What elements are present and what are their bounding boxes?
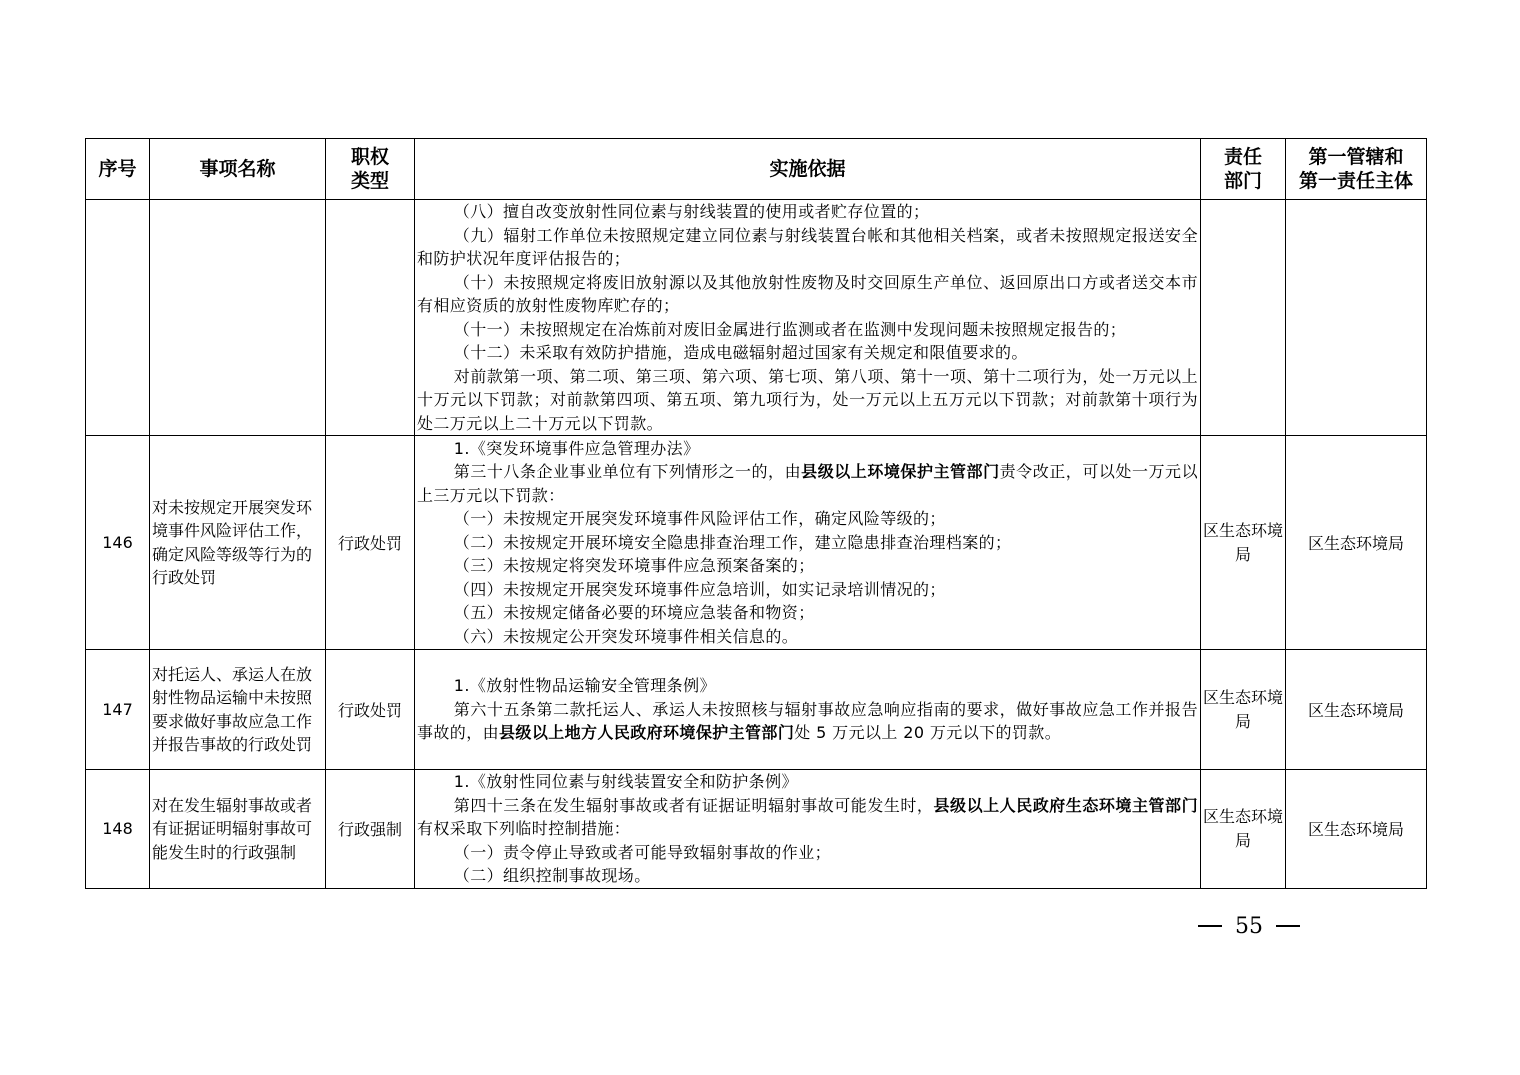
page-dash-right [1276, 925, 1300, 927]
basis-item: （一）未按规定开展突发环境事件风险评估工作，确定风险等级的； [453, 509, 946, 529]
header-resp-line2: 第一责任主体 [1298, 170, 1413, 192]
header-num: 序号 [86, 139, 150, 200]
article-post: 处 5 万元以上 20 万元以下的罚款。 [794, 723, 1062, 743]
header-basis: 实施依据 [415, 139, 1201, 200]
header-name: 事项名称 [150, 139, 326, 200]
header-dept [1201, 139, 1286, 200]
basis-item: （一）责令停止导致或者可能导致辐射事故的作业； [453, 842, 831, 862]
row-item-name: 对未按规定开展突发环境事件风险评估工作，确定风险等级等行为的行政处罚 [150, 436, 326, 650]
row-num: 147 [86, 650, 150, 770]
table-row [86, 650, 1427, 770]
article-authority: 县级以上地方人民政府环境保护主管部门 [499, 723, 795, 743]
row-resp: 区生态环境局 [1286, 650, 1427, 770]
row-item-name: 对托运人、承运人在放射性物品运输中未按照要求做好事故应急工作并报告事故的行政处罚 [150, 650, 326, 770]
header-type-line1: 职权 [350, 146, 389, 168]
row-cont-resp [1286, 200, 1427, 436]
table-row [86, 436, 1427, 650]
basis-item: （三）未按规定将突发环境事件应急预案备案的； [453, 556, 815, 576]
header-dept-line1: 责任 [1223, 146, 1262, 168]
table-row [86, 770, 1427, 889]
table-header-row [86, 139, 1427, 200]
article-text [417, 794, 1198, 841]
row-cont-name [150, 200, 326, 436]
row-cont-basis [415, 200, 1201, 436]
header-type-line2: 类型 [350, 170, 389, 192]
row-dept: 区生态环境局 [1201, 436, 1286, 650]
law-title: 1.《突发环境事件应急管理办法》 [453, 438, 700, 458]
article-pre: 第六十五条第二款托运人、承运人未按照核与辐射事故应急响应指南的要求，做好事故应急工作并报告事故的，由 [417, 699, 1198, 743]
row-basis [415, 436, 1201, 650]
basis-item: （二）未按规定开展环境安全隐患排查治理工作，建立隐患排查治理档案的； [453, 532, 1012, 552]
row-num: 148 [86, 770, 150, 889]
page-dash-left [1198, 925, 1222, 927]
row-cont-dept [1201, 200, 1286, 436]
page-number [1198, 912, 1300, 940]
basis-line: （十）未按照规定将废旧放射源以及其他放射性废物及时交回原生产单位、返回原出口方或者送交本市有相应资质的放射性废物库贮存的； [417, 272, 1198, 315]
article-pre: 第三十八条企业事业单位有下列情形之一的，由 [453, 462, 802, 482]
article-authority: 县级以上人民政府生态环境主管部门 [933, 795, 1198, 815]
article-post: 有权采取下列临时控制措施： [417, 819, 631, 838]
row-cont-num [86, 200, 150, 436]
basis-line: 对前款第一项、第二项、第三项、第六项、第七项、第八项、第十一项、第十二项行为，处一万元以上十万元以下罚款；对前款第四项、第五项、第九项行为，处一万元以上五万元以下罚款；对前款第十项行为处二万元以上二十万元以下罚款。 [417, 366, 1198, 433]
article-post: 责令改正，可以处一万元以上三万元以下罚款： [417, 462, 1198, 505]
basis-line: （十二）未采取有效防护措施，造成电磁辐射超过国家有关规定和限值要求的。 [453, 343, 1028, 362]
law-title: 1.《放射性物品运输安全管理条例》 [453, 676, 716, 696]
header-resp-line1: 第一管辖和 [1308, 146, 1404, 168]
row-basis [415, 770, 1201, 889]
article-authority: 县级以上环境保护主管部门 [801, 462, 1000, 482]
page-number-text: 55 [1235, 913, 1263, 939]
row-basis [415, 650, 1201, 770]
basis-line: （八）擅自改变放射性同位素与射线装置的使用或者贮存位置的； [453, 202, 930, 221]
row-num: 146 [86, 436, 150, 650]
header-type [326, 139, 415, 200]
row-power-type: 行政处罚 [326, 650, 415, 770]
basis-item: （四）未按规定开展突发环境事件应急培训，如实记录培训情况的； [453, 579, 946, 599]
row-dept: 区生态环境局 [1201, 770, 1286, 889]
row-cont-type [326, 200, 415, 436]
law-title: 1.《放射性同位素与射线装置安全和防护条例》 [453, 772, 798, 791]
row-resp: 区生态环境局 [1286, 770, 1427, 889]
basis-line: （十一）未按照规定在冶炼前对废旧金属进行监测或者在监测中发现问题未按照规定报告的； [453, 319, 1127, 339]
header-resp [1286, 139, 1427, 200]
basis-item: （六）未按规定公开突发环境事件相关信息的。 [453, 626, 799, 646]
article-pre: 第四十三条在发生辐射事故或者有证据证明辐射事故可能发生时， [453, 795, 934, 815]
row-power-type: 行政强制 [326, 770, 415, 889]
table-row [86, 200, 1427, 436]
row-power-type: 行政处罚 [326, 436, 415, 650]
article-text [417, 698, 1198, 745]
article-text [417, 460, 1198, 507]
basis-line: （九）辐射工作单位未按照规定建立同位素与射线装置台帐和其他相关档案，或者未按照规定报送安全和防护状况年度评估报告的； [417, 225, 1198, 268]
row-dept: 区生态环境局 [1201, 650, 1286, 770]
enforcement-table [85, 138, 1427, 889]
header-dept-line2: 部门 [1223, 170, 1262, 192]
row-item-name: 对在发生辐射事故或者有证据证明辐射事故可能发生时的行政强制 [150, 770, 326, 889]
basis-item: （二）组织控制事故现场。 [453, 866, 651, 885]
row-resp: 区生态环境局 [1286, 436, 1427, 650]
basis-item: （五）未按规定储备必要的环境应急装备和物资； [453, 603, 815, 623]
